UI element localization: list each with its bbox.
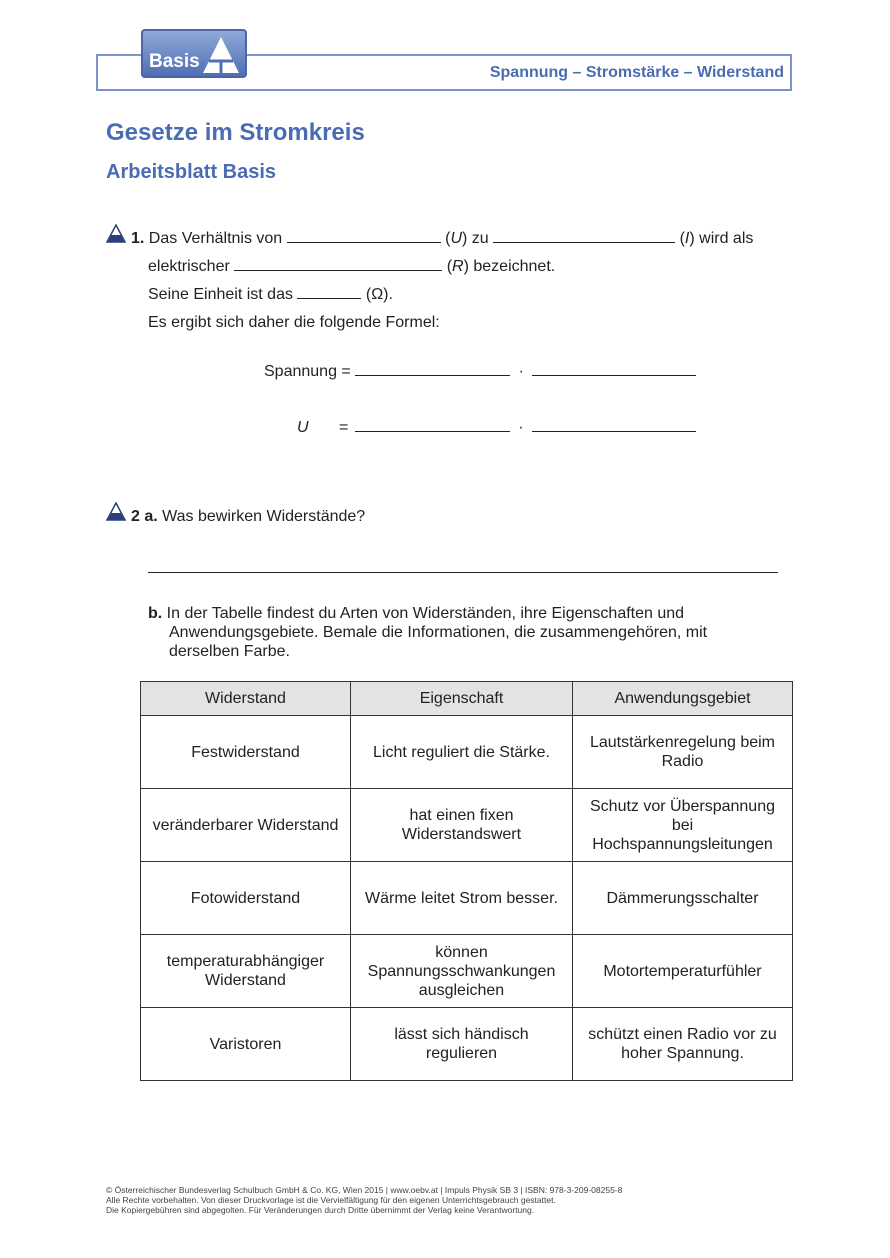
table-row bbox=[141, 789, 793, 862]
copyright-footer bbox=[106, 1185, 622, 1215]
blank-field[interactable] bbox=[493, 229, 675, 243]
blank-field[interactable] bbox=[355, 418, 510, 432]
column-header-widerstand: Widerstand bbox=[141, 682, 351, 716]
table-cell[interactable]: Licht reguliert die Stärke. bbox=[351, 716, 573, 789]
answer-line[interactable] bbox=[148, 572, 778, 573]
table-cell[interactable]: schützt einen Radio vor zu hoher Spannung. bbox=[573, 1008, 793, 1081]
table-cell[interactable]: Varistoren bbox=[141, 1008, 351, 1081]
basis-logo bbox=[141, 29, 247, 78]
table-header-row bbox=[141, 682, 793, 716]
table-cell[interactable]: Festwiderstand bbox=[141, 716, 351, 789]
table-cell[interactable]: temperaturabhängiger Widerstand bbox=[141, 935, 351, 1008]
table-cell[interactable]: Motortemperaturfühler bbox=[573, 935, 793, 1008]
pyramid-logo-icon bbox=[201, 35, 241, 75]
formula-u: U = · bbox=[297, 418, 696, 437]
column-header-anwendungsgebiet: Anwendungsgebiet bbox=[573, 682, 793, 716]
table-row bbox=[141, 716, 793, 789]
table-cell[interactable]: Wärme leitet Strom besser. bbox=[351, 862, 573, 935]
table-cell[interactable]: hat einen fixen Widerstandswert bbox=[351, 789, 573, 862]
task1-line3: Seine Einheit ist das (Ω). bbox=[148, 286, 393, 303]
blank-field[interactable] bbox=[234, 257, 442, 271]
table-cell[interactable]: Dämmerungsschalter bbox=[573, 862, 793, 935]
header-title: Spannung – Stromstärke – Widerstand bbox=[489, 64, 784, 81]
task2a-question: 2 a. Was bewirken Widerstände? bbox=[131, 508, 366, 525]
table-row bbox=[141, 935, 793, 1008]
difficulty-pyramid-icon bbox=[106, 224, 126, 243]
table-cell[interactable]: Fotowiderstand bbox=[141, 862, 351, 935]
table-cell[interactable]: Lautstärkenregelung beim Radio bbox=[573, 716, 793, 789]
footer-line: Die Kopiergebühren sind abgegolten. Für Veränderungen durch Dritte übernimmt der Verlag keine Verantwortung. bbox=[106, 1205, 535, 1215]
task1-line2: elektrischer (R) bezeichnet. bbox=[148, 258, 556, 275]
task2b-line2: Anwendungsgebiete. Bemale die Informationen, die zusammengehören, mit bbox=[169, 624, 708, 641]
blank-field[interactable] bbox=[532, 418, 696, 432]
blank-field[interactable] bbox=[355, 362, 510, 376]
resistor-table bbox=[140, 681, 793, 1081]
page-subtitle: Arbeitsblatt Basis bbox=[106, 161, 277, 183]
logo-text: Basis bbox=[149, 51, 200, 72]
table-row bbox=[141, 1008, 793, 1081]
table-row bbox=[141, 862, 793, 935]
task2a-number: 2 a. bbox=[131, 508, 158, 525]
table-cell[interactable]: veränderbarer Widerstand bbox=[141, 789, 351, 862]
page-title: Gesetze im Stromkreis bbox=[106, 119, 365, 146]
task1-number: 1. bbox=[131, 230, 145, 247]
task1-line1: 1. Das Verhältnis von (U) zu (I) wird als bbox=[131, 230, 754, 247]
task1-line4: Es ergibt sich daher die folgende Formel: bbox=[148, 314, 440, 331]
footer-line: Alle Rechte vorbehalten. Von dieser Druckvorlage ist die Vervielfältigung für den eigenen Unterrichtsgebrauch gestattet. bbox=[106, 1195, 556, 1205]
table-cell[interactable]: können Spannungsschwankungen ausgleichen bbox=[351, 935, 573, 1008]
task2b-line1: b. In der Tabelle findest du Arten von Widerständen, ihre Eigenschaften und bbox=[148, 605, 685, 622]
formula-spannung: Spannung = · bbox=[264, 362, 696, 381]
blank-field[interactable] bbox=[287, 229, 441, 243]
task2b-number: b. bbox=[148, 605, 163, 622]
column-header-eigenschaft: Eigenschaft bbox=[351, 682, 573, 716]
task2b-line3: derselben Farbe. bbox=[169, 643, 290, 660]
difficulty-pyramid-icon bbox=[106, 502, 126, 521]
table-cell[interactable]: lässt sich händisch regulieren bbox=[351, 1008, 573, 1081]
blank-field[interactable] bbox=[297, 285, 361, 299]
blank-field[interactable] bbox=[532, 362, 696, 376]
table-cell[interactable]: Schutz vor Überspannung bei Hochspannungsleitungen bbox=[573, 789, 793, 862]
footer-line: © Österreichischer Bundesverlag Schulbuch GmbH & Co. KG, Wien 2015 | www.oebv.at | Impuls Physik SB 3 | ISBN: 978-3-209-08255-8 bbox=[106, 1185, 623, 1195]
